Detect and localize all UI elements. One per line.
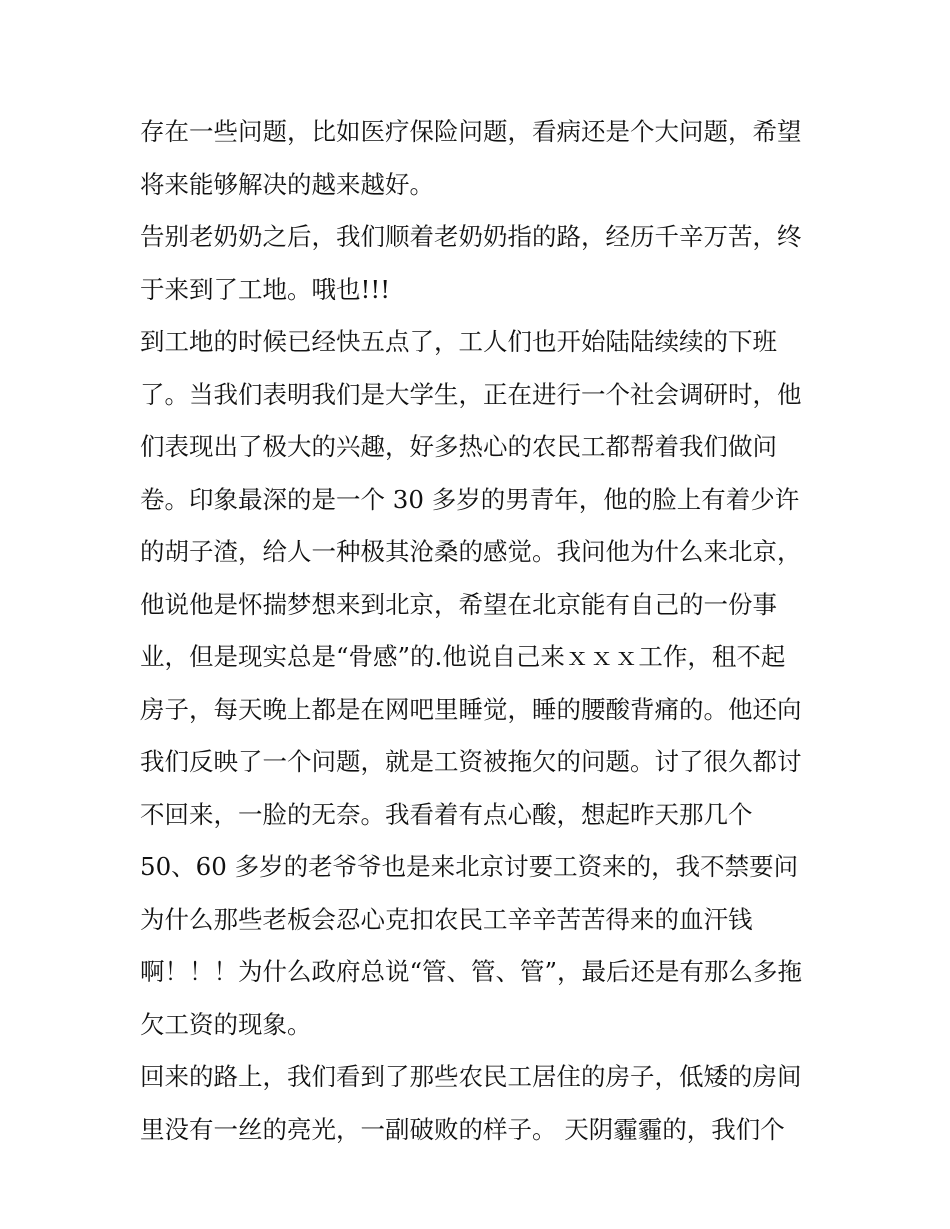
text-line-5: 到工地的时候已经快五点了，工人们也开始陆陆续续的下班 (140, 327, 777, 356)
text-line-10: 他说他是怀揣梦想来到北京，希望在北京能有自己的一份事 (140, 589, 777, 619)
text-line-14: 不回来，一脸的无奈。我看着有点心酸，想起昨天那几个 (140, 799, 753, 829)
text-line-17: 啊！！！为什么政府总说“管、管、管”，最后还是有那么多拖 (140, 957, 803, 986)
text-line-12: 房子，每天晚上都是在网吧里睡觉，睡的腰酸背痛的。他还向 (140, 694, 802, 724)
text-line-9: 的胡子渣，给人一种极其沧桑的感觉。我问他为什么来北京， (140, 537, 802, 566)
text-line-4: 于来到了工地。哦也!!! (140, 274, 391, 304)
text-line-8: 卷。印象最深的是一个 30 多岁的男青年，他的脸上有着少许 (140, 484, 800, 514)
text-line-18: 欠工资的现象。 (140, 1009, 312, 1039)
text-line-3: 告别老奶奶之后，我们顺着老奶奶指的路，经历千辛万苦，终 (140, 222, 802, 251)
text-line-20: 里没有一丝的亮光，一副破败的样子。 天阴霾霾的，我们个 (140, 1114, 785, 1144)
text-line-7: 们表现出了极大的兴趣，好多热心的农民工都帮着我们做问 (140, 432, 777, 461)
text-line-6: 了。当我们表明我们是大学生，正在进行一个社会调研时，他 (140, 379, 802, 409)
text-line-15: 50、60 多岁的老爷爷也是来北京讨要工资来的，我不禁要问 (140, 852, 799, 881)
text-line-11: 业，但是现实总是“骨感”的.他说自己来ｘｘｘ工作，租不起 (140, 642, 786, 671)
text-line-19: 回来的路上，我们看到了那些农民工居住的房子，低矮的房间 (140, 1062, 802, 1091)
text-line-1: 存在一些问题，比如医疗保险问题，看病还是个大问题，希望 (140, 117, 802, 146)
text-line-13: 我们反映了一个问题，就是工资被拖欠的问题。讨了很久都讨 (140, 747, 802, 776)
document-body (140, 106, 820, 1156)
text-line-16: 为什么那些老板会忍心克扣农民工辛辛苦苦得来的血汗钱 (140, 904, 753, 934)
text-line-2: 将来能够解决的越来越好。 (140, 169, 434, 199)
